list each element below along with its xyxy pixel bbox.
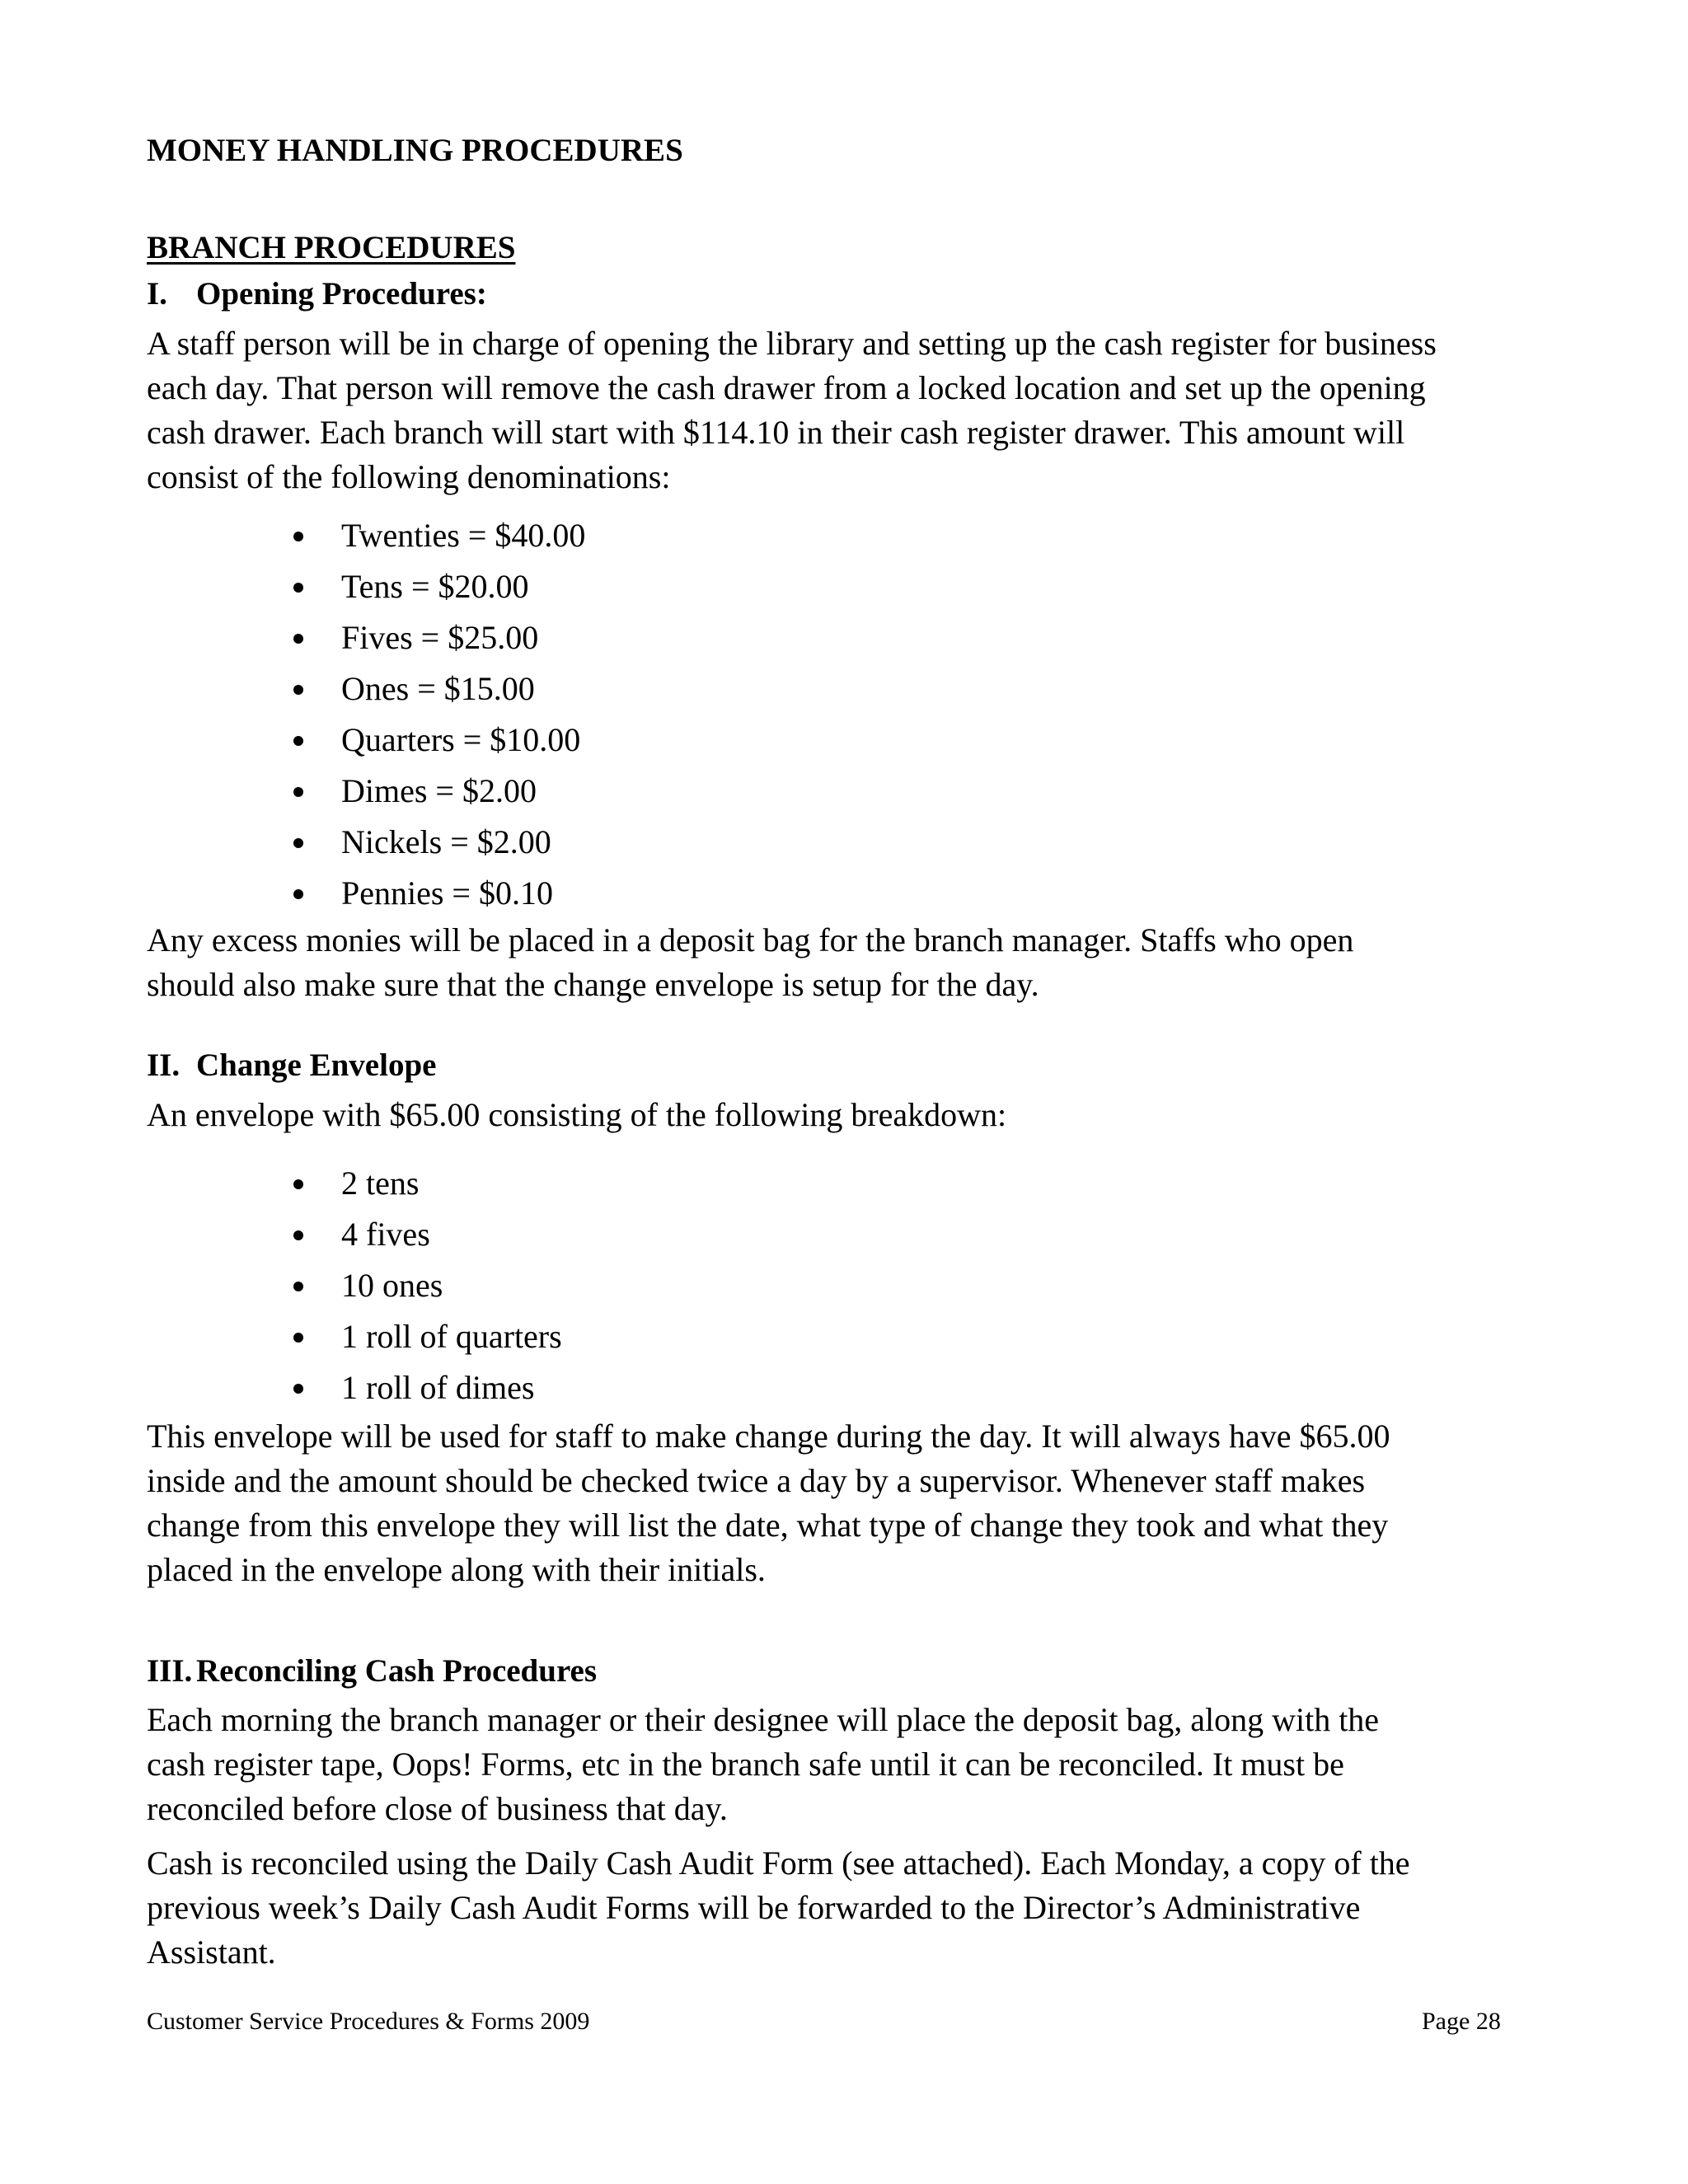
paragraph-change-intro [147, 1093, 1006, 1137]
list-item: Fives = $25.00 [290, 612, 585, 663]
section-heading-change-envelope [147, 1047, 436, 1084]
bullet-icon [293, 685, 303, 695]
paragraph-line: placed in the envelope along with their initials. [147, 1551, 766, 1588]
bullet-icon [293, 838, 303, 848]
section-number: II. [147, 1047, 181, 1083]
section-heading-text: Reconciling Cash Procedures [196, 1653, 598, 1689]
bullet-icon [293, 787, 303, 797]
paragraph-line: Each morning the branch manager or their designee will place the deposit bag, along with the [147, 1701, 1380, 1738]
paragraph-line: A staff person will be in charge of opening the library and setting up the cash register for business [147, 325, 1437, 362]
paragraph-line: cash register tape, Oops! Forms, etc in the branch safe until it can be reconciled. It must be [147, 1746, 1344, 1783]
bullet-icon [293, 583, 303, 593]
list-item: 1 roll of dimes [290, 1362, 562, 1413]
paragraph-reconciling-1 [147, 1698, 1379, 1831]
bullet-icon [293, 1230, 303, 1240]
list-item: Pennies = $0.10 [290, 868, 585, 919]
section-heading-reconciling [147, 1652, 597, 1690]
bullet-icon [293, 736, 303, 746]
change-breakdown-list [290, 1158, 562, 1413]
bullet-icon [293, 1333, 303, 1343]
section-heading-opening [147, 275, 487, 312]
paragraph-line: Any excess monies will be placed in a deposit bag for the branch manager. Staffs who open [147, 921, 1354, 958]
bullet-icon [293, 532, 303, 541]
footer-page-number: Page 28 [1422, 2008, 1501, 2035]
section-number: I. [147, 276, 167, 312]
document-subtitle: BRANCH PROCEDURES [147, 230, 516, 265]
footer-document-name: Customer Service Procedures & Forms 2009 [147, 2008, 590, 2035]
paragraph-line: Assistant. [147, 1933, 276, 1971]
list-item: Tens = $20.00 [290, 561, 585, 612]
list-item: 2 tens [290, 1158, 562, 1209]
paragraph-line: inside and the amount should be checked twice a day by a supervisor. Whenever staff makes [147, 1462, 1366, 1499]
list-item: 10 ones [290, 1260, 562, 1311]
section-number: III. [147, 1653, 193, 1689]
paragraph-line: An envelope with $65.00 consisting of the following breakdown: [147, 1096, 1007, 1133]
paragraph-line: consist of the following denominations: [147, 458, 671, 495]
paragraph-line: reconciled before close of business that day. [147, 1790, 728, 1827]
paragraph-line: cash drawer. Each branch will start with $114.10 in their cash register drawer. This amount will [147, 414, 1405, 451]
denominations-list [290, 510, 585, 919]
document-title: MONEY HANDLING PROCEDURES [147, 133, 683, 168]
paragraph-line: This envelope will be used for staff to make change during the day. It will always have $65.00 [147, 1418, 1390, 1455]
paragraph-reconciling-2 [147, 1841, 1410, 1975]
bullet-icon [293, 1282, 303, 1291]
paragraph-line: should also make sure that the change envelope is setup for the day. [147, 966, 1039, 1003]
list-item: 1 roll of quarters [290, 1311, 562, 1362]
paragraph-change-after [147, 1414, 1390, 1592]
list-item: Ones = $15.00 [290, 663, 585, 715]
list-item: Nickels = $2.00 [290, 817, 585, 868]
bullet-icon [293, 1179, 303, 1189]
section-heading-text: Change Envelope [196, 1047, 437, 1083]
paragraph-opening-after [147, 918, 1353, 1007]
paragraph-line: change from this envelope they will list the date, what type of change they took and what they [147, 1507, 1389, 1544]
list-item: Twenties = $40.00 [290, 510, 585, 561]
list-item: Quarters = $10.00 [290, 715, 585, 766]
list-item: Dimes = $2.00 [290, 766, 585, 817]
paragraph-opening-intro [147, 321, 1437, 499]
bullet-icon [293, 889, 303, 899]
list-item: 4 fives [290, 1209, 562, 1260]
bullet-icon [293, 634, 303, 644]
bullet-icon [293, 1384, 303, 1394]
paragraph-line: each day. That person will remove the cash drawer from a locked location and set up the opening [147, 369, 1426, 406]
paragraph-line: Cash is reconciled using the Daily Cash Audit Form (see attached). Each Monday, a copy of the [147, 1844, 1410, 1882]
section-heading-text: Opening Procedures: [196, 276, 487, 312]
paragraph-line: previous week’s Daily Cash Audit Forms will be forwarded to the Director’s Administrative [147, 1889, 1361, 1926]
